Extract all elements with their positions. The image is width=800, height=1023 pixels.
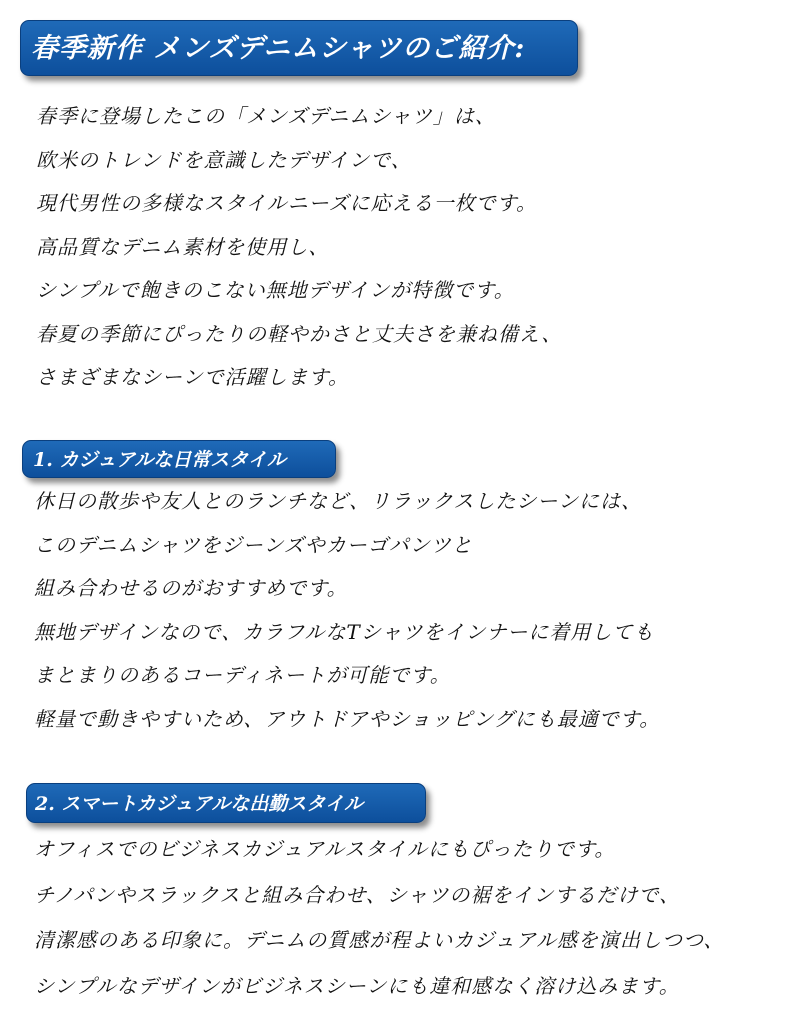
intro-line: シンプルで飽きのこない無地デザインが特徴です。 <box>36 278 515 302</box>
section2-line: 清潔感のある印象に。デニムの質感が程よいカジュアル感を演出しつつ、 <box>34 928 725 952</box>
section1-line: 組み合わせるのがおすすめです。 <box>34 576 348 600</box>
intro-line: 欧米のトレンドを意識したデザインで、 <box>36 147 412 172</box>
intro-line: さまざまなシーンで活躍します。 <box>36 365 349 389</box>
section1-line: 休日の散歩や友人とのランチなど、リラックスしたシーンには、 <box>34 489 642 513</box>
section2-line: シンプルなデザインがビジネスシーンにも違和感なく溶け込みます。 <box>34 973 680 998</box>
section2-paragraph <box>34 827 724 1009</box>
section2-heading-badge <box>26 783 426 823</box>
intro-line: 現代男性の多様なスタイルニーズに応える一枚です。 <box>36 191 537 215</box>
intro-heading: 春季新作 メンズデニムシャツのご紹介: <box>31 33 526 64</box>
section1-heading-badge <box>22 440 336 478</box>
section1-heading: 1. カジュアルな日常スタイル <box>33 449 286 471</box>
intro-line: 春夏の季節にぴったりの軽やかさと丈夫さを兼ね備え、 <box>36 321 563 346</box>
section2-line: オフィスでのビジネスカジュアルスタイルにもぴったりです。 <box>34 837 616 861</box>
section1-line: 軽量で動きやすいため、アウトドアやショッピングにも最適です。 <box>34 706 661 731</box>
section1-line: 無地デザインなので、カラフルなTシャツをインナーに着用しても <box>34 619 655 644</box>
intro-paragraph <box>36 95 562 400</box>
section1-paragraph <box>34 480 660 741</box>
intro-heading-badge <box>20 20 578 76</box>
intro-line: 春季に登場したこの「メンズデニムシャツ」は、 <box>36 104 496 128</box>
intro-line: 高品質なデニム素材を使用し、 <box>36 234 330 259</box>
section2-line: チノパンやスラックスと組み合わせ、シャツの裾をインするだけで、 <box>34 882 680 907</box>
section2-heading: 2. スマートカジュアルな出勤スタイル <box>35 793 363 815</box>
section1-line: このデニムシャツをジーンズやカーゴパンツと <box>34 532 473 557</box>
section1-line: まとまりのあるコーディネートが可能です。 <box>34 663 451 687</box>
